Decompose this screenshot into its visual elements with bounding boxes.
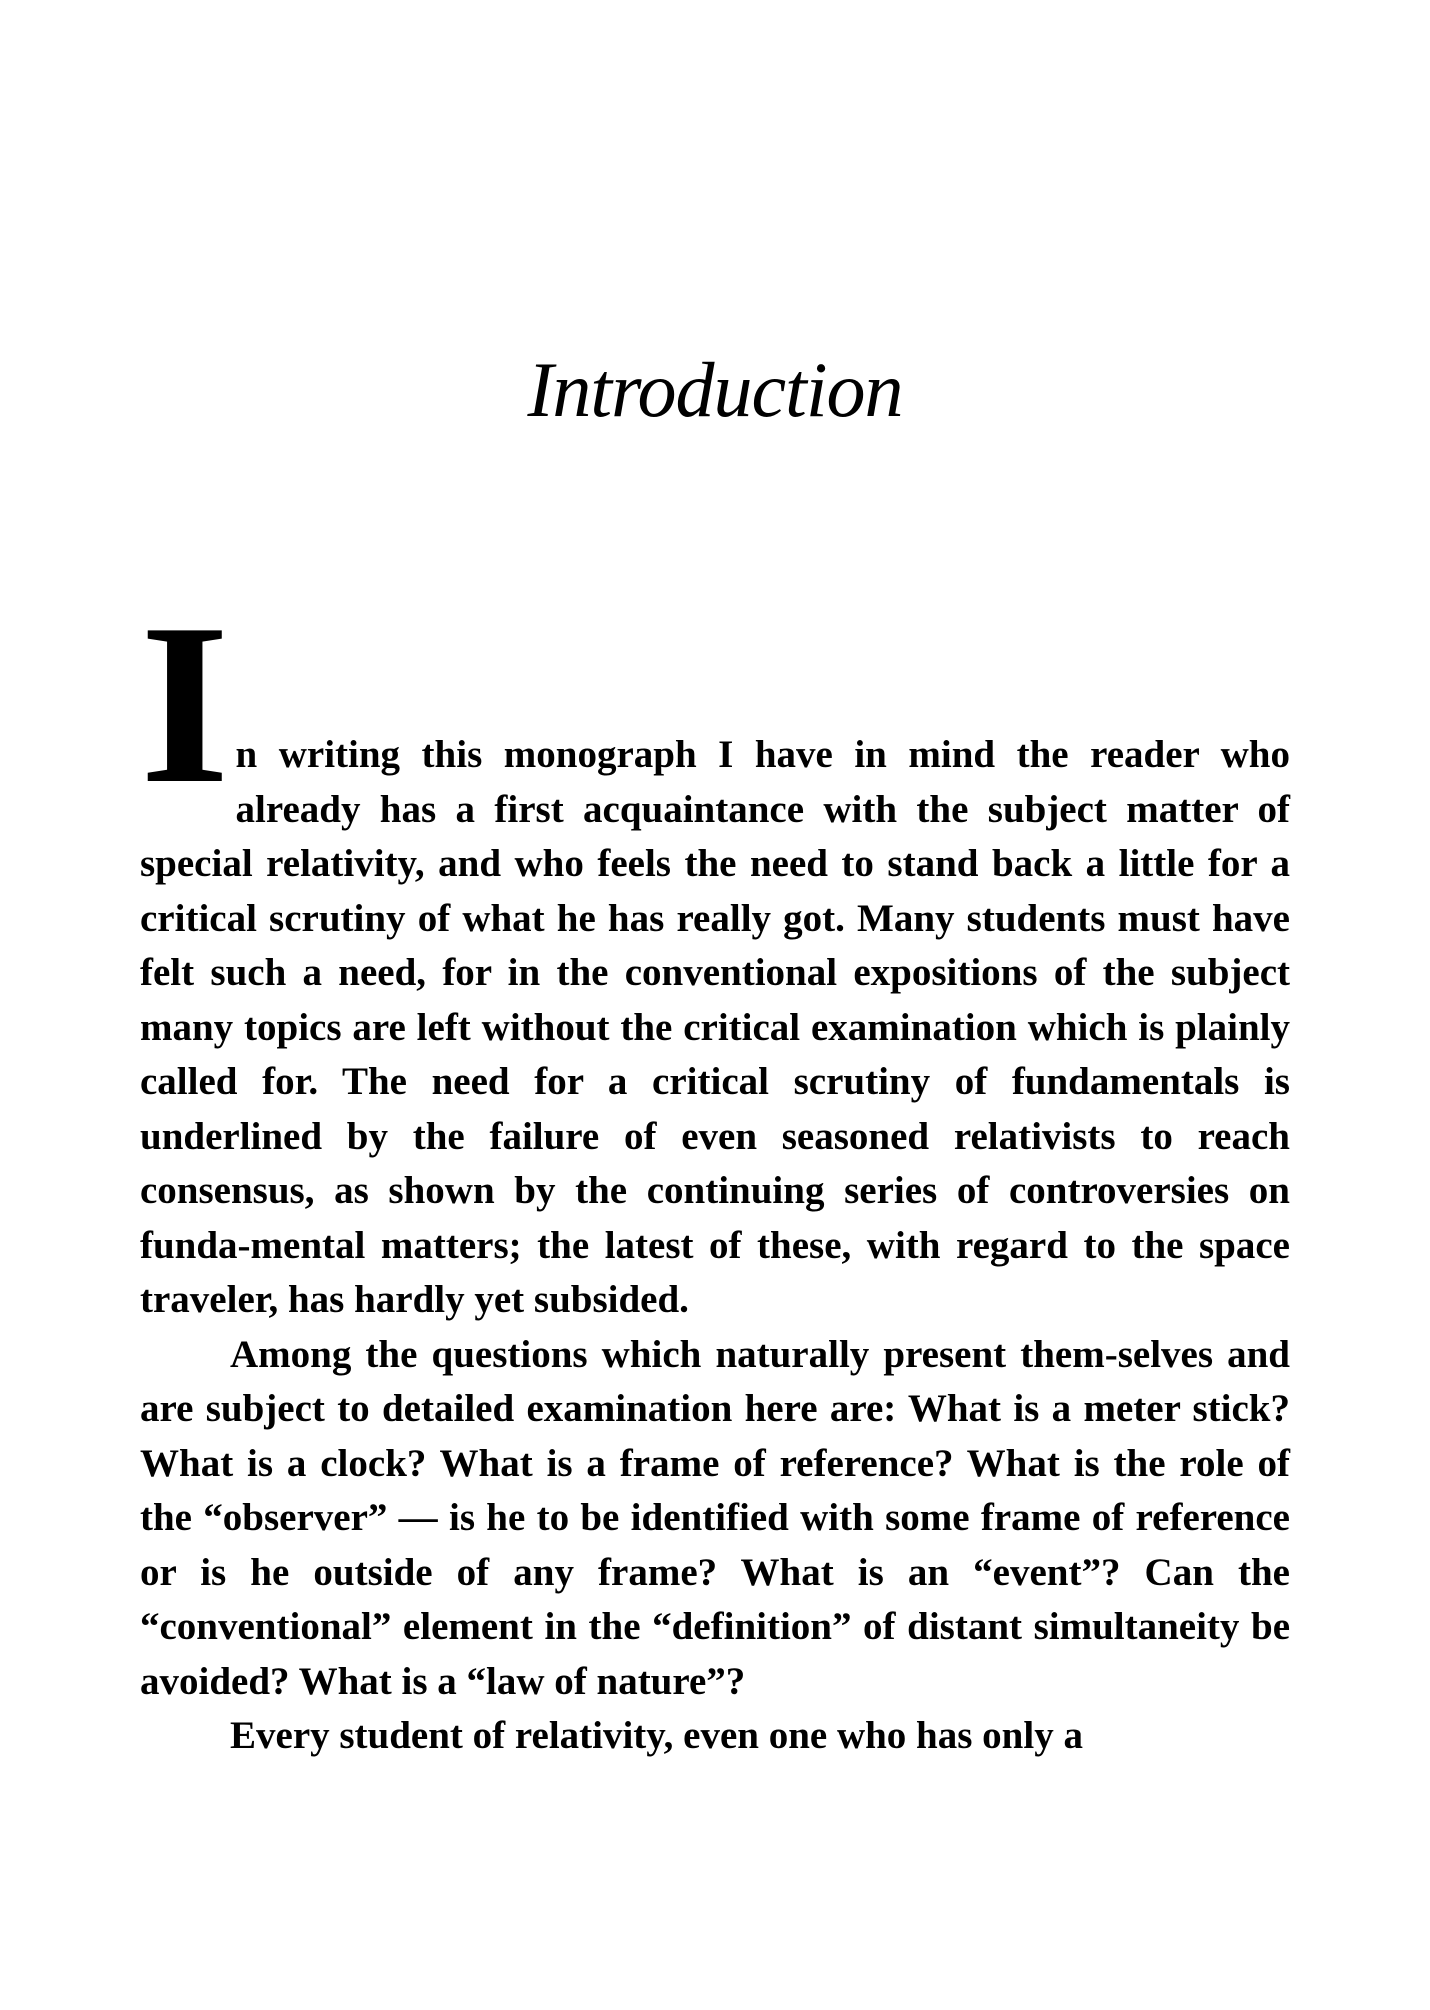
chapter-title: Introduction [527, 346, 903, 433]
drop-cap: I [140, 576, 230, 831]
body-text [140, 576, 1290, 1764]
paragraph-1 [140, 576, 1290, 1328]
drop-cap-spacer [140, 620, 1290, 728]
paragraph-2: Among the questions which naturally present them-selves and are subject to detailed examination here are: What is a meter stick? What is a clock? What is a frame of reference? What is the role of the “observer” — is he to be identified with some frame of reference or is he outside of any frame? What is an “event”? Can the “conventional” element in the “definition” of distant simultaneity be avoided? What is a “law of nature”? [140, 1332, 1290, 1703]
paragraph-3: Every student of relativity, even one who has only a [230, 1714, 1083, 1757]
paragraph-1-text: n writing this monograph I have in mind the reader who already has a first acquaintance with the subject matter of special relativity, and who feels the need to stand back a little for a critical scrutiny of what he has really got. Many students must have felt such a need, for in the conventional expositions of the subject many topics are left without the critical examination which is plainly called for. The need for a critical scrutiny of fundamentals is underlined by the failure of even seasoned relativists to reach consensus, as shown by the continuing series of controversies on funda-mental matters; the latest of these, with regard to the space traveler, has hardly yet subsided. [140, 733, 1290, 1321]
